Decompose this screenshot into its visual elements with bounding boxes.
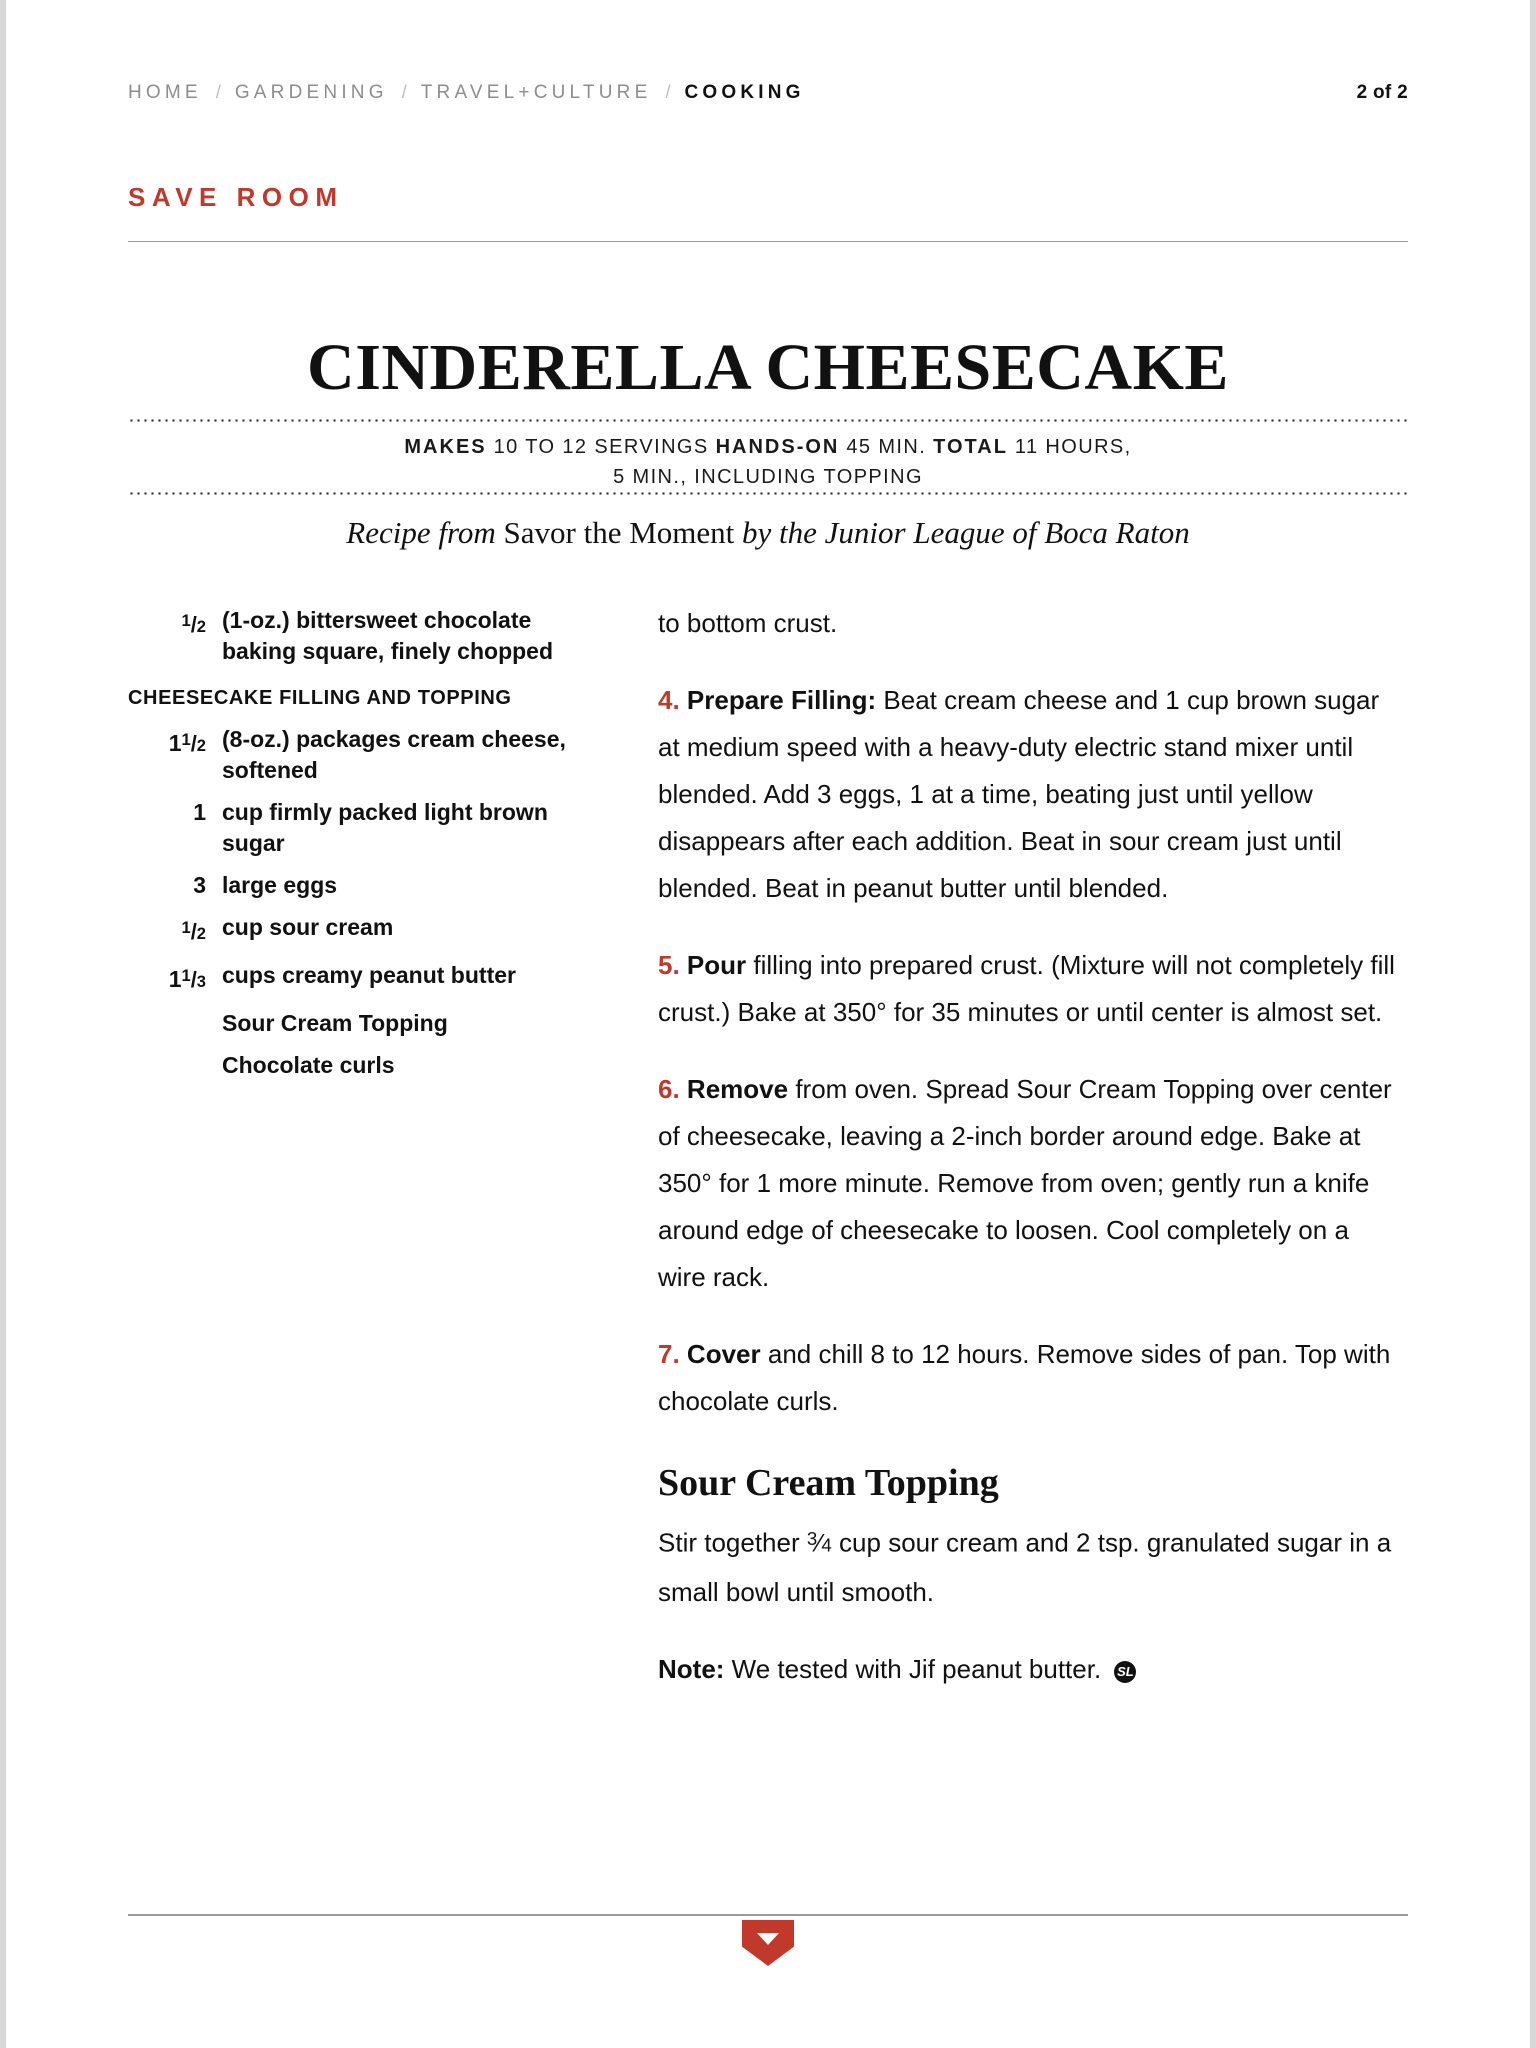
- dotted-divider-top: [128, 419, 1408, 422]
- fraction-numerator: 1: [181, 965, 191, 985]
- list-item: [128, 797, 568, 859]
- ingredients-column: [128, 605, 568, 1092]
- ingredients-subhead: CHEESECAKE FILLING AND TOPPING: [128, 687, 512, 709]
- ingredient-text: (1-oz.) bittersweet chocolate baking square, finely chopped: [222, 607, 554, 664]
- ingredient-text: cup firmly packed light brown sugar: [222, 799, 548, 856]
- breadcrumb-item-travel-culture[interactable]: TRAVEL+CULTURE: [420, 82, 652, 103]
- step-lead: Remove: [686, 1074, 789, 1104]
- fraction-denominator: 2: [196, 616, 206, 636]
- breadcrumb-item-home[interactable]: HOME: [128, 82, 202, 103]
- fraction-denominator: 2: [196, 735, 206, 755]
- yield-makes-label: MAKES: [404, 436, 487, 458]
- credit-prefix: Recipe from: [346, 515, 496, 550]
- step-4: [658, 677, 1398, 912]
- credit-source: Savor the Moment: [503, 515, 735, 550]
- quantity-whole: 1: [168, 965, 182, 992]
- list-item: [128, 1008, 568, 1039]
- ingredient-text: cups creamy peanut butter: [222, 961, 516, 988]
- list-item: [128, 960, 568, 997]
- ingredient-quantity: 1: [193, 799, 206, 825]
- subrecipe-body-part2: cup sour cream and 2 tsp. granulated sugar in a small bowl until smooth.: [658, 1527, 1392, 1607]
- step-body: and chill 8 to 12 hours. Remove sides of pan. Top with chocolate curls.: [658, 1339, 1391, 1416]
- fraction-three-quarters: $^3$⁄4: [806, 1528, 832, 1558]
- yield-total-value-cont: 5 MIN., INCLUDING TOPPING: [613, 466, 923, 488]
- ingredient-text: large eggs: [222, 872, 338, 898]
- quantity-whole: 1: [168, 729, 182, 756]
- breadcrumb-separator: /: [401, 82, 407, 102]
- header-divider: [128, 241, 1408, 242]
- ingredient-quantity: [128, 1050, 222, 1081]
- breadcrumb-item-cooking[interactable]: COOKING: [684, 82, 805, 103]
- ingredient-quantity: $^1$/2: [181, 918, 206, 944]
- credit-suffix: by the Junior League of Boca Raton: [742, 515, 1190, 550]
- step-body: filling into prepared crust. (Mixture will not completely fill crust.) Bake at 350° for 35 minutes or until center is almost set.: [658, 950, 1395, 1027]
- ingredient-text: cup sour cream: [222, 914, 394, 940]
- ingredient-text: Sour Cream Topping: [222, 1009, 448, 1036]
- subrecipe-body-part1: Stir together: [658, 1527, 800, 1558]
- ingredient-quantity: 3: [193, 872, 206, 898]
- recipe-note: [658, 1646, 1398, 1693]
- step-number: 7.: [658, 1339, 680, 1369]
- list-item: [128, 912, 568, 949]
- directions-column: [658, 600, 1398, 1723]
- yield-makes-value: 10 TO 12 SERVINGS: [493, 436, 709, 458]
- chevron-down-icon: [757, 1933, 779, 1945]
- subrecipe-body: [658, 1515, 1398, 1616]
- yield-total-value: 11 HOURS,: [1014, 436, 1132, 458]
- ingredient-quantity: $1^1/3$: [168, 965, 206, 992]
- step-lead: Cover: [686, 1339, 761, 1369]
- yield-handson-value: 45 MIN.: [846, 436, 927, 458]
- breadcrumb: [128, 82, 1408, 104]
- recipe-credit: [128, 515, 1408, 551]
- list-item: [128, 870, 568, 901]
- step-body: from oven. Spread Sour Cream Topping over center of cheesecake, leaving a 2-inch border around edge. Bake at 350° for 1 more minute. Remove from oven; gently run a knife around edge of cheesecake to loosen. Cool completely on a wire rack.: [658, 1074, 1392, 1292]
- section-label: SAVE ROOM: [128, 182, 344, 212]
- subrecipe-title: Sour Cream Topping: [658, 1462, 999, 1504]
- step-5: [658, 942, 1398, 1036]
- note-body: We tested with Jif peanut butter.: [731, 1653, 1102, 1684]
- dotted-divider-bottom: [128, 492, 1408, 495]
- yield-handson-label: HANDS-ON: [715, 436, 840, 458]
- yield-total-label: TOTAL: [933, 436, 1008, 458]
- fraction-numerator: 1: [181, 611, 191, 630]
- ingredient-quantity: $^1$/2: [181, 611, 206, 637]
- note-label: Note:: [658, 1653, 725, 1684]
- fraction-denominator: 3: [196, 971, 206, 991]
- page-edge-left: [0, 0, 6, 2048]
- page-indicator: 2 of 2: [1356, 82, 1408, 103]
- step-7: [658, 1331, 1398, 1425]
- step-number: 6.: [658, 1074, 680, 1104]
- list-item: [128, 605, 568, 667]
- ingredient-quantity: [128, 1008, 222, 1039]
- step-number: 5.: [658, 950, 680, 980]
- step-lead: Pour: [686, 950, 747, 980]
- ingredient-text: Chocolate curls: [222, 1051, 395, 1078]
- ingredient-quantity: $1^1/2$: [168, 729, 206, 756]
- page-title: CINDERELLA CHEESECAKE: [307, 331, 1229, 404]
- step-number: 4.: [658, 685, 680, 715]
- breadcrumb-separator: /: [215, 82, 221, 102]
- list-item: [128, 724, 568, 786]
- fraction-numerator: 1: [181, 918, 191, 937]
- step-body: Beat cream cheese and 1 cup brown sugar at medium speed with a heavy-duty electric stand mixer until blended. Add 3 eggs, 1 at a time, beating just until yellow disappears after each addition. Beat in sour cream just until blended. Beat in peanut butter until blended.: [658, 685, 1380, 903]
- ingredient-text: (8-oz.) packages cream cheese, softened: [222, 726, 566, 783]
- list-item: [128, 1050, 568, 1081]
- step-6: [658, 1066, 1398, 1301]
- southern-living-mark-icon: SL: [1114, 1661, 1136, 1683]
- step-lead: Prepare Filling:: [686, 685, 877, 715]
- footer-divider: [128, 1914, 1408, 1916]
- fraction-numerator: 1: [181, 730, 191, 749]
- scroll-down-button[interactable]: [742, 1920, 794, 1966]
- breadcrumb-list: [128, 82, 805, 104]
- page-edge-right: [1530, 0, 1536, 2048]
- breadcrumb-item-gardening[interactable]: GARDENING: [234, 82, 388, 103]
- breadcrumb-separator: /: [665, 82, 671, 102]
- recipe-yield: [128, 432, 1408, 492]
- fraction-denominator: 2: [196, 923, 206, 943]
- step-continued: to bottom crust.: [658, 608, 838, 638]
